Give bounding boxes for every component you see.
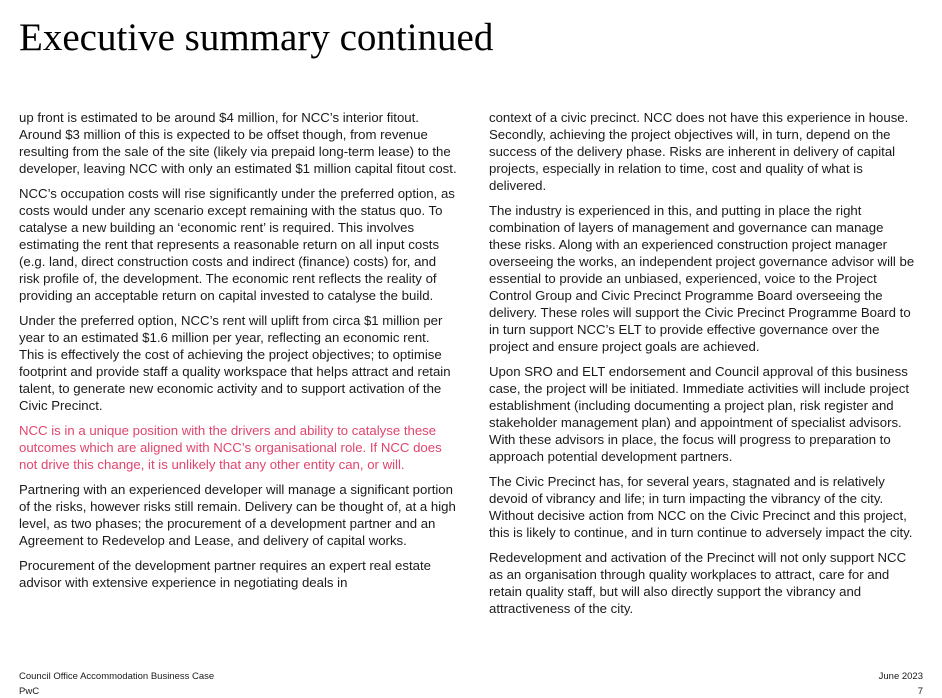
paragraph-occupation-costs: NCC’s occupation costs will rise significantly under the preferred option, as costs would under any scenario except remaining with the status quo. To catalyse a new building an ‘economic rent’ is required. This involves estimating the rent that represents a reasonable return on all input costs (e.g. land, direct construction costs and indirect (finance) costs) for, and risk profile of, the development. The economic rent reflects the reality of providing an acceptable return on capital invested to catalyse the build. — [19, 186, 455, 303]
highlighted-key-statement: NCC is in a unique position with the drivers and ability to catalyse these outcomes which are aligned with NCC’s organisational role. If NCC does not drive this change, it is unlikely that any other entity can, or will. — [19, 423, 442, 472]
footer-company-name: PwC — [19, 686, 40, 697]
paragraph-governance: The industry is experienced in this, and putting in place the right combination of layers of management and governance can manage these risks. Along with an experienced construction project manager overseeing the works, an independent project governance advisor will be essential to provide an unbiased, experienced, voice to the Project Control Group and Civic Precinct Programme Board overseeing the delivery. These roles will support the Civic Precinct Programme Board to in turn support NCC’s ELT to provide effective governance over the project and ensure project goals are achieved. — [489, 203, 915, 354]
footer-date: June 2023 — [878, 671, 923, 682]
left-text-column — [19, 109, 457, 599]
page-title: Executive summary continued — [19, 16, 494, 59]
paragraph-project-initiation: Upon SRO and ELT endorsement and Council approval of this business case, the project will be initiated. Immediate activities will include project establishment (including documenting a project plan, risk register and stakeholder management plan) and appointment of specialist advisors. With these advisors in place, the focus will progress to preparation to approach potential development partners. — [489, 364, 909, 464]
paragraph-civic-precinct-context: context of a civic precinct. NCC does not have this experience in house. Secondly, achieving the project objectives will, in turn, depend on the success of the delivery phase. Risks are inherent in delivery of capital projects, especially in relation to time, cost and quality of what is delivered. — [489, 110, 909, 193]
paragraph-redevelopment-benefits: Redevelopment and activation of the Precinct will not only support NCC as an organisation through quality workplaces to attract, care for and retain quality staff, but will also directly support the vibrancy and attractiveness of the city. — [489, 550, 907, 616]
right-text-column — [489, 109, 919, 625]
paragraph-procurement: Procurement of the development partner requires an expert real estate advisor with extensive experience in negotiating deals in — [19, 558, 431, 590]
paragraph-developer-partnering: Partnering with an experienced developer will manage a significant portion of the risks, however risks still remain. Delivery can be thought of, at a high level, as two phases; the procurement of a development partner and an Agreement to Redevelop and Lease, and delivery of capital works. — [19, 482, 456, 548]
paragraph-fitout-cost: up front is estimated to be around $4 million, for NCC’s interior fitout. Around $3 million of this is expected to be offset though, from revenue resulting from the sale of the site (likely via prepaid long-term lease) to the developer, leaving NCC with only an estimated $1 million capital fitout cost. — [19, 110, 457, 176]
footer-document-name: Council Office Accommodation Business Case — [19, 671, 215, 682]
paragraph-precinct-stagnation: The Civic Precinct has, for several years, stagnated and is relatively devoid of vibrancy and life; in turn impacting the vibrancy of the city. Without decisive action from NCC on the Civic Precinct and this project, this is likely to continue, and in turn continue to adversely impact the city. — [489, 474, 913, 540]
footer-page-number: 7 — [917, 686, 923, 697]
paragraph-rent-uplift: Under the preferred option, NCC’s rent will uplift from circa $1 million per year to an estimated $1.6 million per year, reflecting an economic rent. This is effectively the cost of achieving the project objectives; to optimise footprint and provide staff a quality workspace that helps attract and retain talent, to generate new economic activity and to support activation of the Civic Precinct. — [19, 313, 451, 413]
